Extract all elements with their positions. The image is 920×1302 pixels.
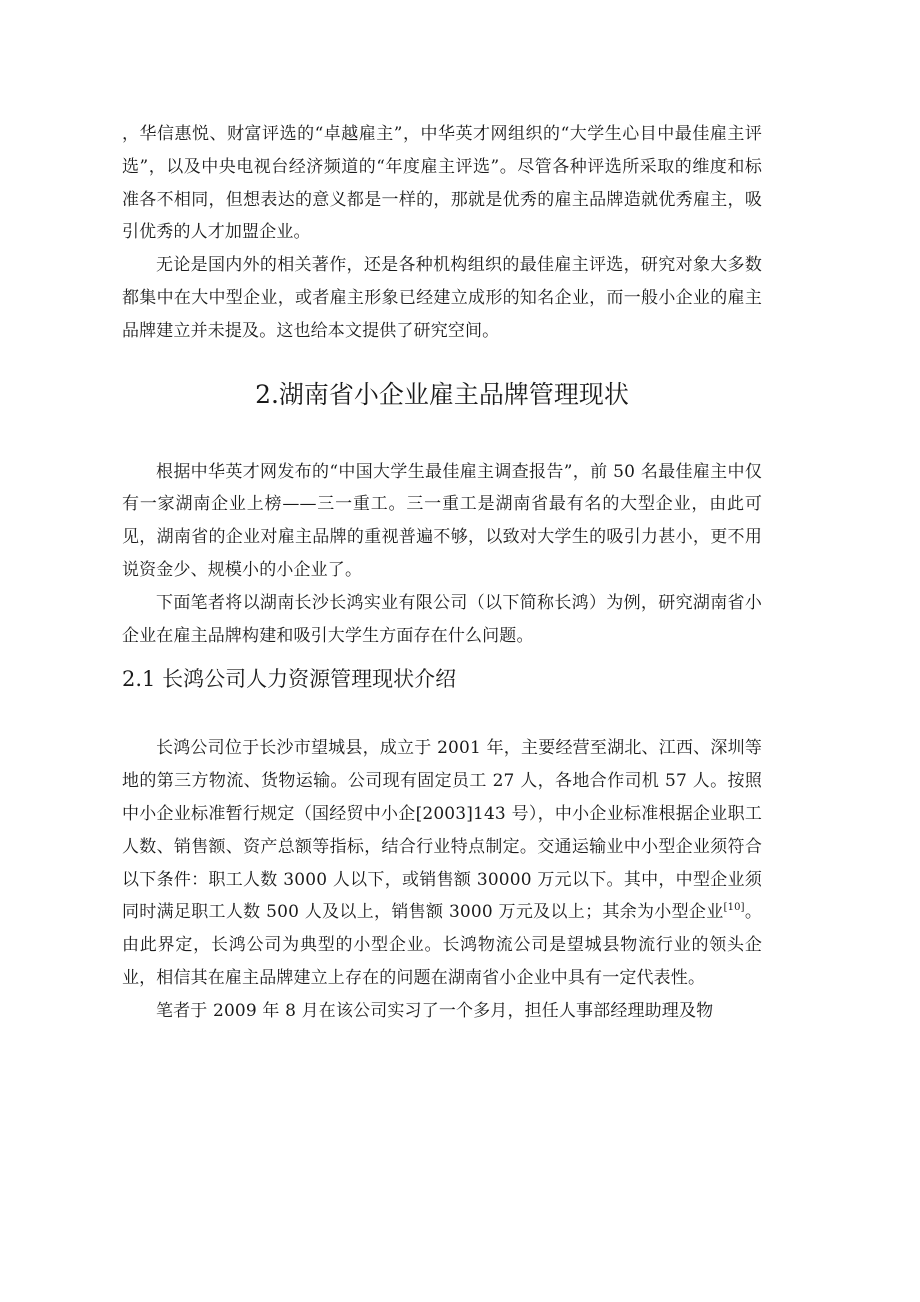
section-2-1-heading: 2.1 长鸿公司人力资源管理现状介绍 <box>122 667 457 692</box>
section-2-paragraph-2: 下面笔者将以湖南长沙长鸿实业有限公司（以下简称长鸿）为例，研究湖南省小企业在雇主品牌构建和吸引大学生方面存在什么问题。 <box>122 592 762 646</box>
section-2-heading: 2.湖南省小企业雇主品牌管理现状 <box>255 379 629 409</box>
document-page <box>122 118 762 1028</box>
section-2-1-paragraph-1-text-a: 长鸿公司位于长沙市望城县，成立于 2001 年，主要经营至湖北、江西、深圳等地的第三方物流、货物运输。公司现有固定员工 27 人，各地合作司机 57 人。按照中小企业标准暂行规定（国经贸中小企[2003]143 号），中小企业标准根据企业职工人数、销售额、资产总额等指标，结合行业特点制定。交通运输业中小型企业须符合以下条件：职工人数 3000 人以下，或销售额 30000 万元以下。其中，中型企业须同时满足职工人数 500 人及以上，销售额 3000 万元及以上；其余为小型企业 <box>122 738 762 923</box>
section-2-1-paragraph-1-text-b: 。由此界定，长鸿公司为典型的小型企业。长鸿物流公司是望城县物流行业的领头企业，相信其在雇主品牌建立上存在的问题在湖南省小企业中具有一定代表性。 <box>122 902 762 988</box>
section-2-1-paragraph-2: 笔者于 2009 年 8 月在该公司实习了一个多月，担任人事部经理助理及物 <box>156 1000 714 1021</box>
section-2-1-paragraph-1 <box>122 732 762 994</box>
intro-paragraph-2: 无论是国内外的相关著作，还是各种机构组织的最佳雇主评选，研究对象大多数都集中在大中型企业，或者雇主形象已经建立成形的知名企业，而一般小企业的雇主品牌建立并未提及。这也给本文提供了研究空间。 <box>122 255 762 341</box>
section-2-paragraph-1: 根据中华英才网发布的“中国大学生最佳雇主调查报告”，前 50 名最佳雇主中仅有一家湖南企业上榜——三一重工。三一重工是湖南省最有名的大型企业，由此可见，湖南省的企业对雇主品牌的重视普遍不够，以致对大学生的吸引力甚小，更不用说资金少、规模小的小企业了。 <box>122 461 762 580</box>
citation-ref: [10] <box>723 902 745 914</box>
intro-paragraph-1: ，华信惠悦、财富评选的“卓越雇主”，中华英才网组织的“大学生心目中最佳雇主评选”，以及中央电视台经济频道的“年度雇主评选”。尽管各种评选所采取的维度和标准各不相同，但想表达的意义都是一样的，那就是优秀的雇主品牌造就优秀雇主，吸引优秀的人才加盟企业。 <box>122 124 762 243</box>
